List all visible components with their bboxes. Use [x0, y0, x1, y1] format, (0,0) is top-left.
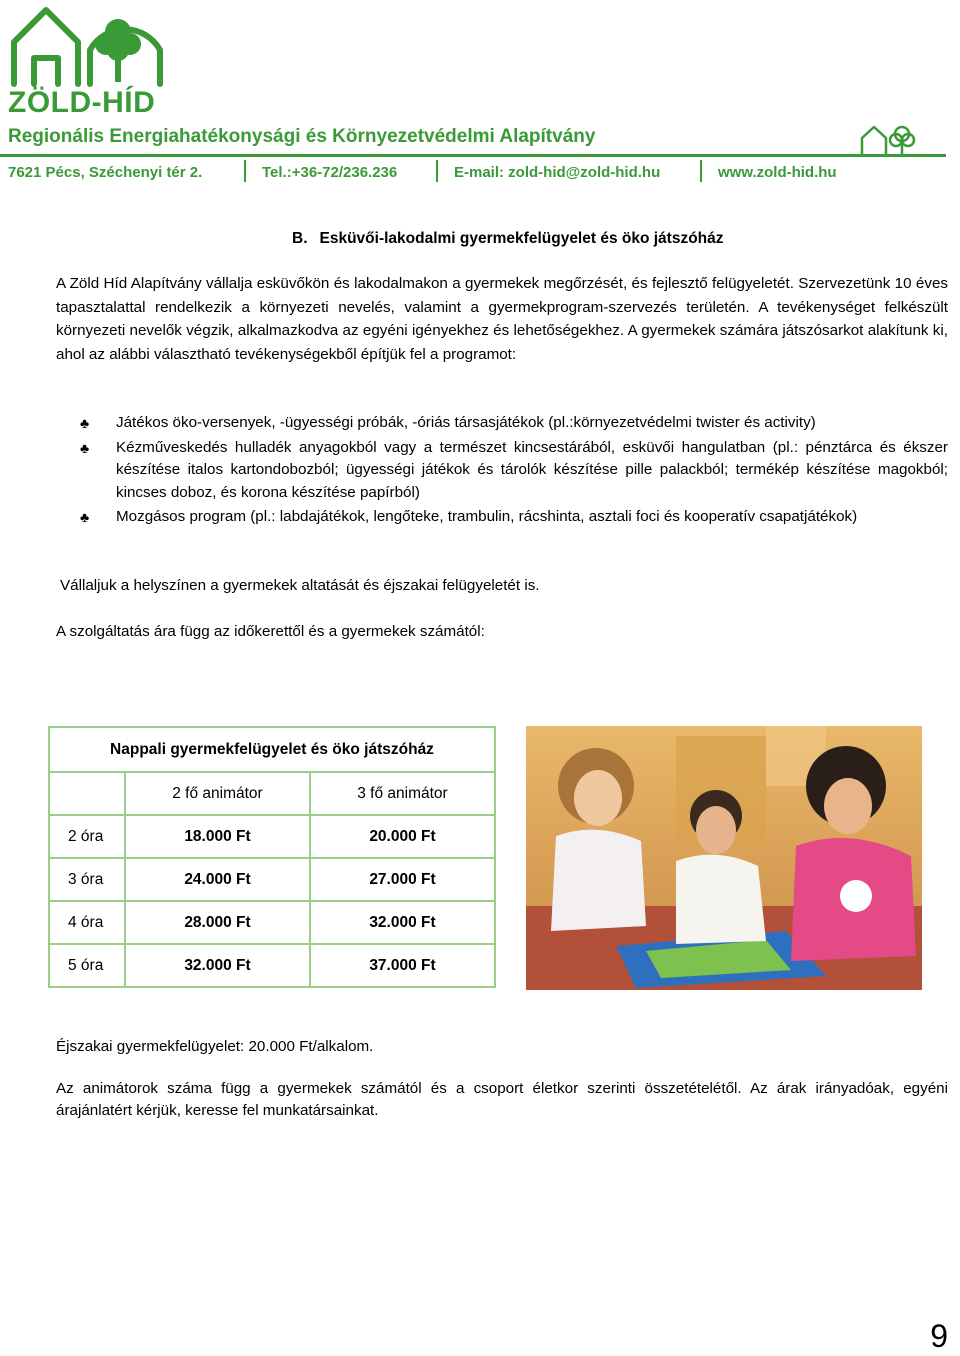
- row-label: 3 óra: [49, 858, 125, 901]
- table-row: [49, 815, 495, 858]
- row-label: 4 óra: [49, 901, 125, 944]
- section-title: Esküvői-lakodalmi gyermekfelügyelet és öko játszóház: [319, 230, 724, 247]
- column-header: 2 fő animátor: [125, 772, 310, 815]
- separator: [700, 160, 702, 182]
- small-house-tree-icon: [860, 124, 922, 156]
- section-heading: [292, 230, 724, 248]
- column-header: 3 fő animátor: [310, 772, 495, 815]
- club-icon: ♣: [80, 415, 90, 431]
- table-row: [49, 944, 495, 987]
- price-table: [48, 726, 496, 988]
- page-number: 9: [930, 1318, 948, 1354]
- section-letter: B.: [292, 230, 308, 247]
- club-icon: ♣: [80, 509, 90, 525]
- list-item: ♣ Mozgásos program (pl.: labdajátékok, lengőteke, trambulin, rácshinta, asztali foci és kooperatív csapatjátékok): [80, 506, 948, 529]
- price-intro: A szolgáltatás ára függ az időkerettől és a gyermekek számától:: [56, 623, 485, 640]
- header-rule: [0, 154, 946, 157]
- price-cell: 27.000 Ft: [310, 858, 495, 901]
- email-link[interactable]: E-mail: zold-hid@zold-hid.hu: [454, 164, 661, 181]
- address: 7621 Pécs, Széchenyi tér 2.: [8, 164, 203, 181]
- intro-paragraph: A Zöld Híd Alapítvány vállalja esküvőkön és lakodalmakon a gyermekek megőrzését, és fejlesztő felügyeletét. Szervezetünk 10 éves tapasztalattal rendelkezik a környezeti nevelés, valamint a gyermekprogram-szervezés területén. A tevékenységet felkészült környezeti nevelők végzik, alkalmazkodva az egyéni igényekhez és lehetőségekhez. A gyermekek számára játszósarkot alakítunk ki, ahol az alábbi választható tevékenységekből építjük fel a programot:: [56, 275, 948, 363]
- price-cell: 37.000 Ft: [310, 944, 495, 987]
- table-row: [49, 901, 495, 944]
- final-note: Az animátorok száma függ a gyermekek számától és a csoport életkor szerinti összetételétől. Az árak irányadóak, egyéni árajánlatért kérjük, keresse fel munkatársainkat.: [56, 1080, 948, 1119]
- table-title-row: [49, 727, 495, 772]
- price-cell: 20.000 Ft: [310, 815, 495, 858]
- activity-list: [80, 412, 948, 531]
- children-playing-photo: [526, 726, 922, 990]
- price-cell: 32.000 Ft: [310, 901, 495, 944]
- price-cell: 18.000 Ft: [125, 815, 310, 858]
- price-cell: 28.000 Ft: [125, 901, 310, 944]
- night-supervision-price: Éjszakai gyermekfelügyelet: 20.000 Ft/alkalom.: [56, 1038, 374, 1055]
- table-title: Nappali gyermekfelügyelet és öko játszóház: [49, 727, 495, 772]
- list-item: ♣ Játékos öko-versenyek, -ügyességi próbák, -óriás társasjátékok (pl.:környezetvédelmi twister és activity): [80, 412, 948, 435]
- list-item: ♣ Kézműveskedés hulladék anyagokból vagy a természet kincsestárából, esküvői hangulatban (pl.: pénztárca és ékszer készítése italos kartondobozból; ügyességi játékok és tárolók készítése pille palackból; termékép készítése magokból; kincses doboz, és korona készítése papírból): [80, 438, 948, 501]
- organization-name: Regionális Energiahatékonysági és Környezetvédelmi Alapítvány: [8, 126, 596, 147]
- separator: [436, 160, 438, 182]
- empty-cell: [49, 772, 125, 815]
- price-cell: 32.000 Ft: [125, 944, 310, 987]
- club-icon: ♣: [80, 439, 90, 456]
- table-header-row: [49, 772, 495, 815]
- separator: [244, 160, 246, 182]
- price-cell: 24.000 Ft: [125, 858, 310, 901]
- row-label: 2 óra: [49, 815, 125, 858]
- sleep-note: Vállaljuk a helyszínen a gyermekek altatását és éjszakai felügyeletét is.: [60, 577, 540, 594]
- website-link[interactable]: www.zold-hid.hu: [718, 164, 837, 181]
- phone: Tel.:+36-72/236.236: [262, 164, 398, 181]
- table-row: [49, 858, 495, 901]
- logo-house-icon: [6, 2, 166, 90]
- row-label: 5 óra: [49, 944, 125, 987]
- logo-text: ZÖLD-HÍD: [8, 86, 156, 119]
